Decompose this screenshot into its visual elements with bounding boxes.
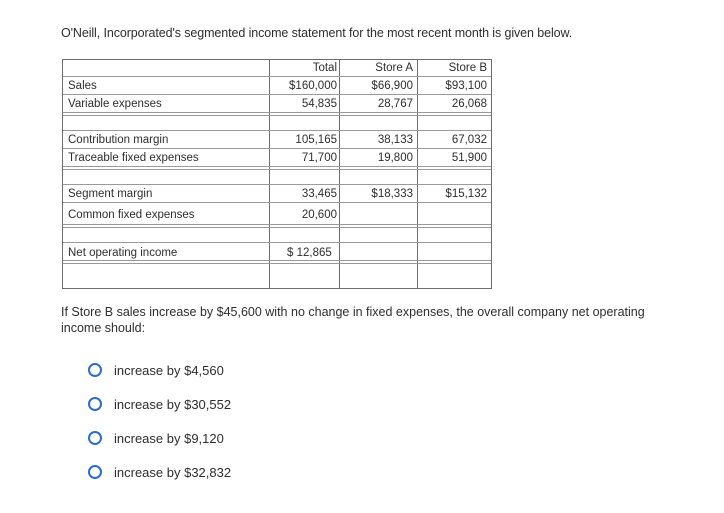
header-store-b: Store B bbox=[448, 62, 487, 74]
contribution-store-b: 67,032 bbox=[451, 134, 487, 146]
variable-store-b: 26,068 bbox=[451, 98, 487, 110]
traceable-store-b: 51,900 bbox=[451, 152, 487, 164]
option-label: increase by $4,560 bbox=[114, 362, 224, 378]
intro-text: O'Neill, Incorporated's segmented income statement for the most recent month is given below. bbox=[61, 26, 573, 40]
option-label: increase by $32,832 bbox=[114, 464, 232, 480]
option-3[interactable] bbox=[88, 428, 288, 448]
row-line bbox=[63, 227, 491, 228]
question-text: If Store B sales increase by $45,600 with no change in fixed expenses, the overall company net operating income should: bbox=[61, 305, 645, 335]
sales-store-a: $66,900 bbox=[371, 80, 413, 92]
row-line bbox=[63, 263, 491, 264]
row-line bbox=[63, 166, 491, 167]
radio-icon[interactable] bbox=[88, 363, 102, 377]
sales-label: Sales bbox=[68, 80, 97, 92]
common-label: Common fixed expenses bbox=[68, 209, 195, 221]
net-label: Net operating income bbox=[68, 247, 178, 259]
option-4[interactable] bbox=[88, 462, 288, 482]
row-line bbox=[63, 202, 491, 203]
row-line bbox=[63, 169, 491, 170]
option-2[interactable] bbox=[88, 394, 288, 414]
header-total: Total bbox=[312, 62, 337, 74]
income-statement-table bbox=[62, 59, 492, 289]
net-total: $ 12,865 bbox=[287, 247, 332, 259]
traceable-store-a: 19,800 bbox=[377, 152, 413, 164]
option-label: increase by $9,120 bbox=[114, 430, 224, 446]
row-line bbox=[63, 242, 491, 243]
segment-label: Segment margin bbox=[68, 188, 153, 200]
option-1[interactable] bbox=[88, 360, 288, 380]
row-line bbox=[63, 112, 491, 113]
row-line bbox=[63, 94, 491, 95]
segment-store-a: $18,333 bbox=[371, 188, 413, 200]
traceable-label: Traceable fixed expenses bbox=[68, 152, 199, 164]
row-line bbox=[63, 184, 491, 185]
row-line bbox=[63, 148, 491, 149]
variable-label: Variable expenses bbox=[68, 98, 162, 110]
common-total: 20,600 bbox=[301, 209, 337, 221]
segment-total: 33,465 bbox=[301, 188, 337, 200]
contribution-total: 105,165 bbox=[295, 134, 337, 146]
header-store-a: Store A bbox=[375, 62, 413, 74]
variable-store-a: 28,767 bbox=[377, 98, 413, 110]
sales-total: $160,000 bbox=[289, 80, 337, 92]
sales-store-b: $93,100 bbox=[445, 80, 487, 92]
row-line bbox=[63, 76, 491, 77]
variable-total: 54,835 bbox=[301, 98, 337, 110]
row-line bbox=[63, 115, 491, 116]
option-label: increase by $30,552 bbox=[114, 396, 232, 412]
contribution-label: Contribution margin bbox=[68, 134, 169, 146]
radio-icon[interactable] bbox=[88, 465, 102, 479]
row-line bbox=[63, 224, 491, 225]
radio-icon[interactable] bbox=[88, 397, 102, 411]
row-line bbox=[63, 130, 491, 131]
radio-icon[interactable] bbox=[88, 431, 102, 445]
traceable-total: 71,700 bbox=[301, 152, 337, 164]
segment-store-b: $15,132 bbox=[445, 188, 487, 200]
contribution-store-a: 38,133 bbox=[377, 134, 413, 146]
